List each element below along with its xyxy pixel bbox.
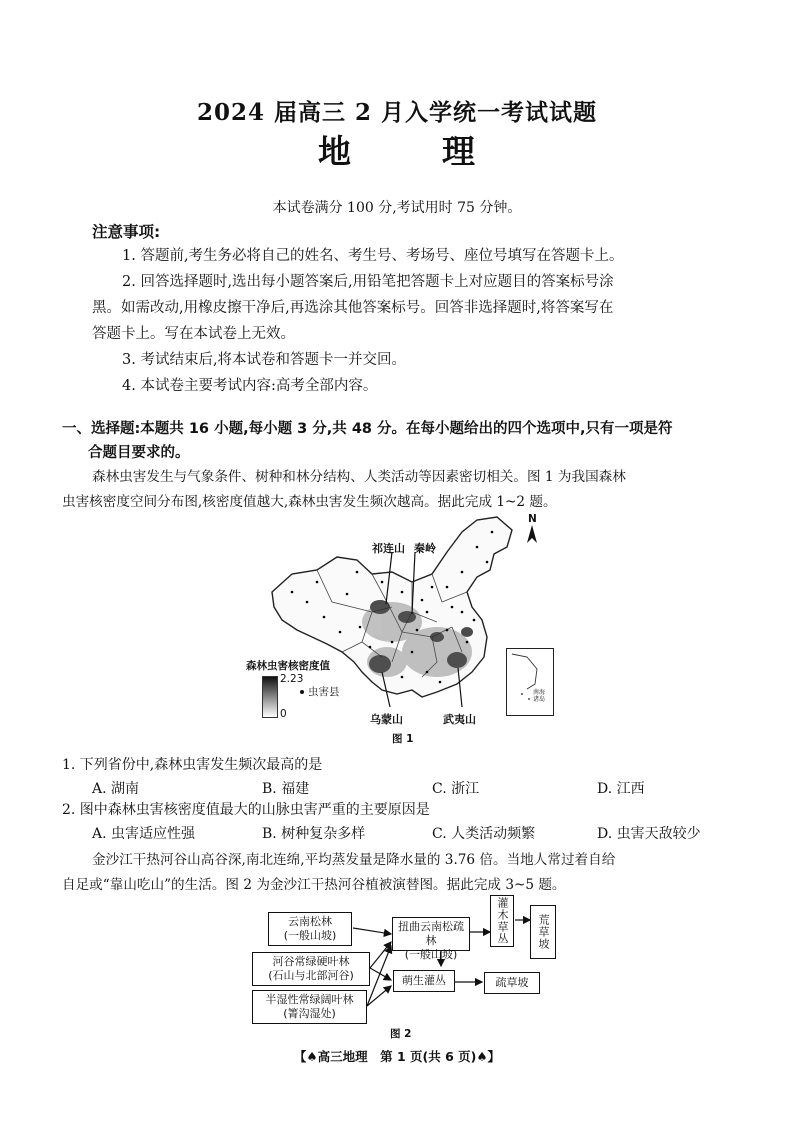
box-text: 扭曲云南松疏林: [398, 920, 464, 947]
figure2-caption: 图 2: [390, 1028, 412, 1040]
legend-min: 0: [280, 708, 287, 720]
label-qinling-mountain: 秦岭: [414, 542, 436, 555]
box-evergreen-hard-leaf-forest: [252, 952, 370, 986]
legend-gradient: [262, 676, 278, 718]
box-text: 萌生灌丛: [402, 974, 446, 987]
option-d: D. 虫害天敌较少: [597, 826, 701, 842]
passage-line: 自足或“靠山吃山”的生活。图 2 为金沙江干热河谷植被演替图。据此完成 3~5 题。: [62, 877, 566, 893]
subject-char-1: 地: [318, 132, 352, 171]
label-wuyi-mountain: 武夷山: [443, 713, 476, 726]
subject-char-2: 理: [442, 132, 476, 171]
label-wumeng-mountain: 乌蒙山: [370, 713, 403, 726]
section-heading: 一、选择题:本题共 16 小题,每小题 3 分,共 48 分。在每小题给出的四个选项中,只有一项是符: [62, 421, 673, 437]
section-heading-cont: 合题目要求的。: [88, 445, 190, 461]
inset-label: 南海诸岛: [533, 689, 546, 703]
subject-title: [0, 126, 794, 173]
option-a: A. 虫害适应性强: [92, 826, 196, 842]
legend-max: 2.23: [280, 673, 304, 685]
option-c: C. 人类活动频繁: [432, 826, 536, 842]
figure1-caption: 图 1: [392, 733, 414, 745]
label-qilian-mountain: 祁连山: [372, 542, 405, 555]
box-text: 云南松林: [288, 915, 332, 928]
box-text: (一般山坡): [404, 948, 458, 961]
box-sprout-shrub: [393, 970, 455, 992]
box-yunnan-pine-forest: [268, 912, 352, 946]
legend-point-label: 虫害县: [308, 686, 340, 698]
page-footer: 【♠高三地理 第 1 页(共 6 页)♠】: [293, 1049, 501, 1064]
box-text: (箐沟湿处): [283, 1007, 336, 1020]
box-text: (一般山坡): [283, 929, 337, 942]
passage-line: 金沙江干热河谷山高谷深,南北连绵,平均蒸发量是降水量的 3.76 倍。当地人常过着自给: [92, 852, 616, 868]
passage-line: 虫害核密度空间分布图,核密度值越大,森林虫害发生频次越高。据此完成 1~2 题。: [62, 494, 557, 510]
box-sparse-grass-slope: [484, 972, 540, 994]
notice-line: 1. 答题前,考生务必将自己的姓名、考生号、考场号、座位号填写在答题卡上。: [122, 248, 624, 264]
notice-line: 答题卡上。写在本试卷上无效。: [92, 326, 295, 342]
legend-dot-icon: [300, 690, 304, 694]
box-text: (石山与北部河谷): [268, 969, 354, 982]
box-barren-slope: 荒草坡: [530, 905, 556, 959]
notice-line: 2. 回答选择题时,选出每小题答案后,用铅笔把答题卡上对应题目的答案标号涂: [122, 274, 614, 290]
exam-title: 2024 届高三 2 月入学统一考试试题: [196, 99, 598, 126]
box-shrub-grass: 灌木草丛: [490, 895, 514, 947]
notice-line: 4. 本试卷主要考试内容:高考全部内容。: [122, 378, 378, 394]
south-china-sea-inset: [506, 648, 554, 716]
notice-line: 黑。如需改动,用橡皮擦干净后,再选涂其他答案标号。回答非选择题时,将答案写在: [92, 300, 614, 316]
notice-heading: 注意事项:: [92, 223, 161, 241]
exam-meta: 本试卷满分 100 分,考试用时 75 分钟。: [272, 200, 522, 216]
option-b: B. 树种复杂多样: [262, 826, 366, 842]
question-stem: 1. 下列省份中,森林虫害发生频次最高的是: [62, 757, 323, 773]
passage-line: 森林虫害发生与气象条件、树种和林分结构、人类活动等因素密切相关。图 1 为我国森林: [92, 469, 626, 485]
north-arrow-icon: [526, 525, 538, 545]
north-label: N: [528, 513, 537, 525]
legend-title: 森林虫害核密度值: [246, 660, 330, 672]
box-text: 疏草坡: [495, 976, 529, 989]
box-text: 河谷常绿硬叶林: [272, 955, 350, 968]
option-c: C. 浙江: [432, 781, 480, 797]
notice-line: 3. 考试结束后,将本试卷和答题卡一并交回。: [122, 352, 407, 368]
box-text: 半湿性常绿阔叶林: [265, 993, 354, 1006]
option-d: D. 江西: [597, 781, 645, 797]
box-twisted-pine-open-forest: [392, 917, 470, 961]
option-a: A. 湖南: [92, 781, 140, 797]
box-evergreen-broadleaf-forest: [252, 990, 367, 1024]
question-stem: 2. 图中森林虫害核密度值最大的山脉虫害严重的主要原因是: [62, 802, 430, 818]
option-b: B. 福建: [262, 781, 310, 797]
